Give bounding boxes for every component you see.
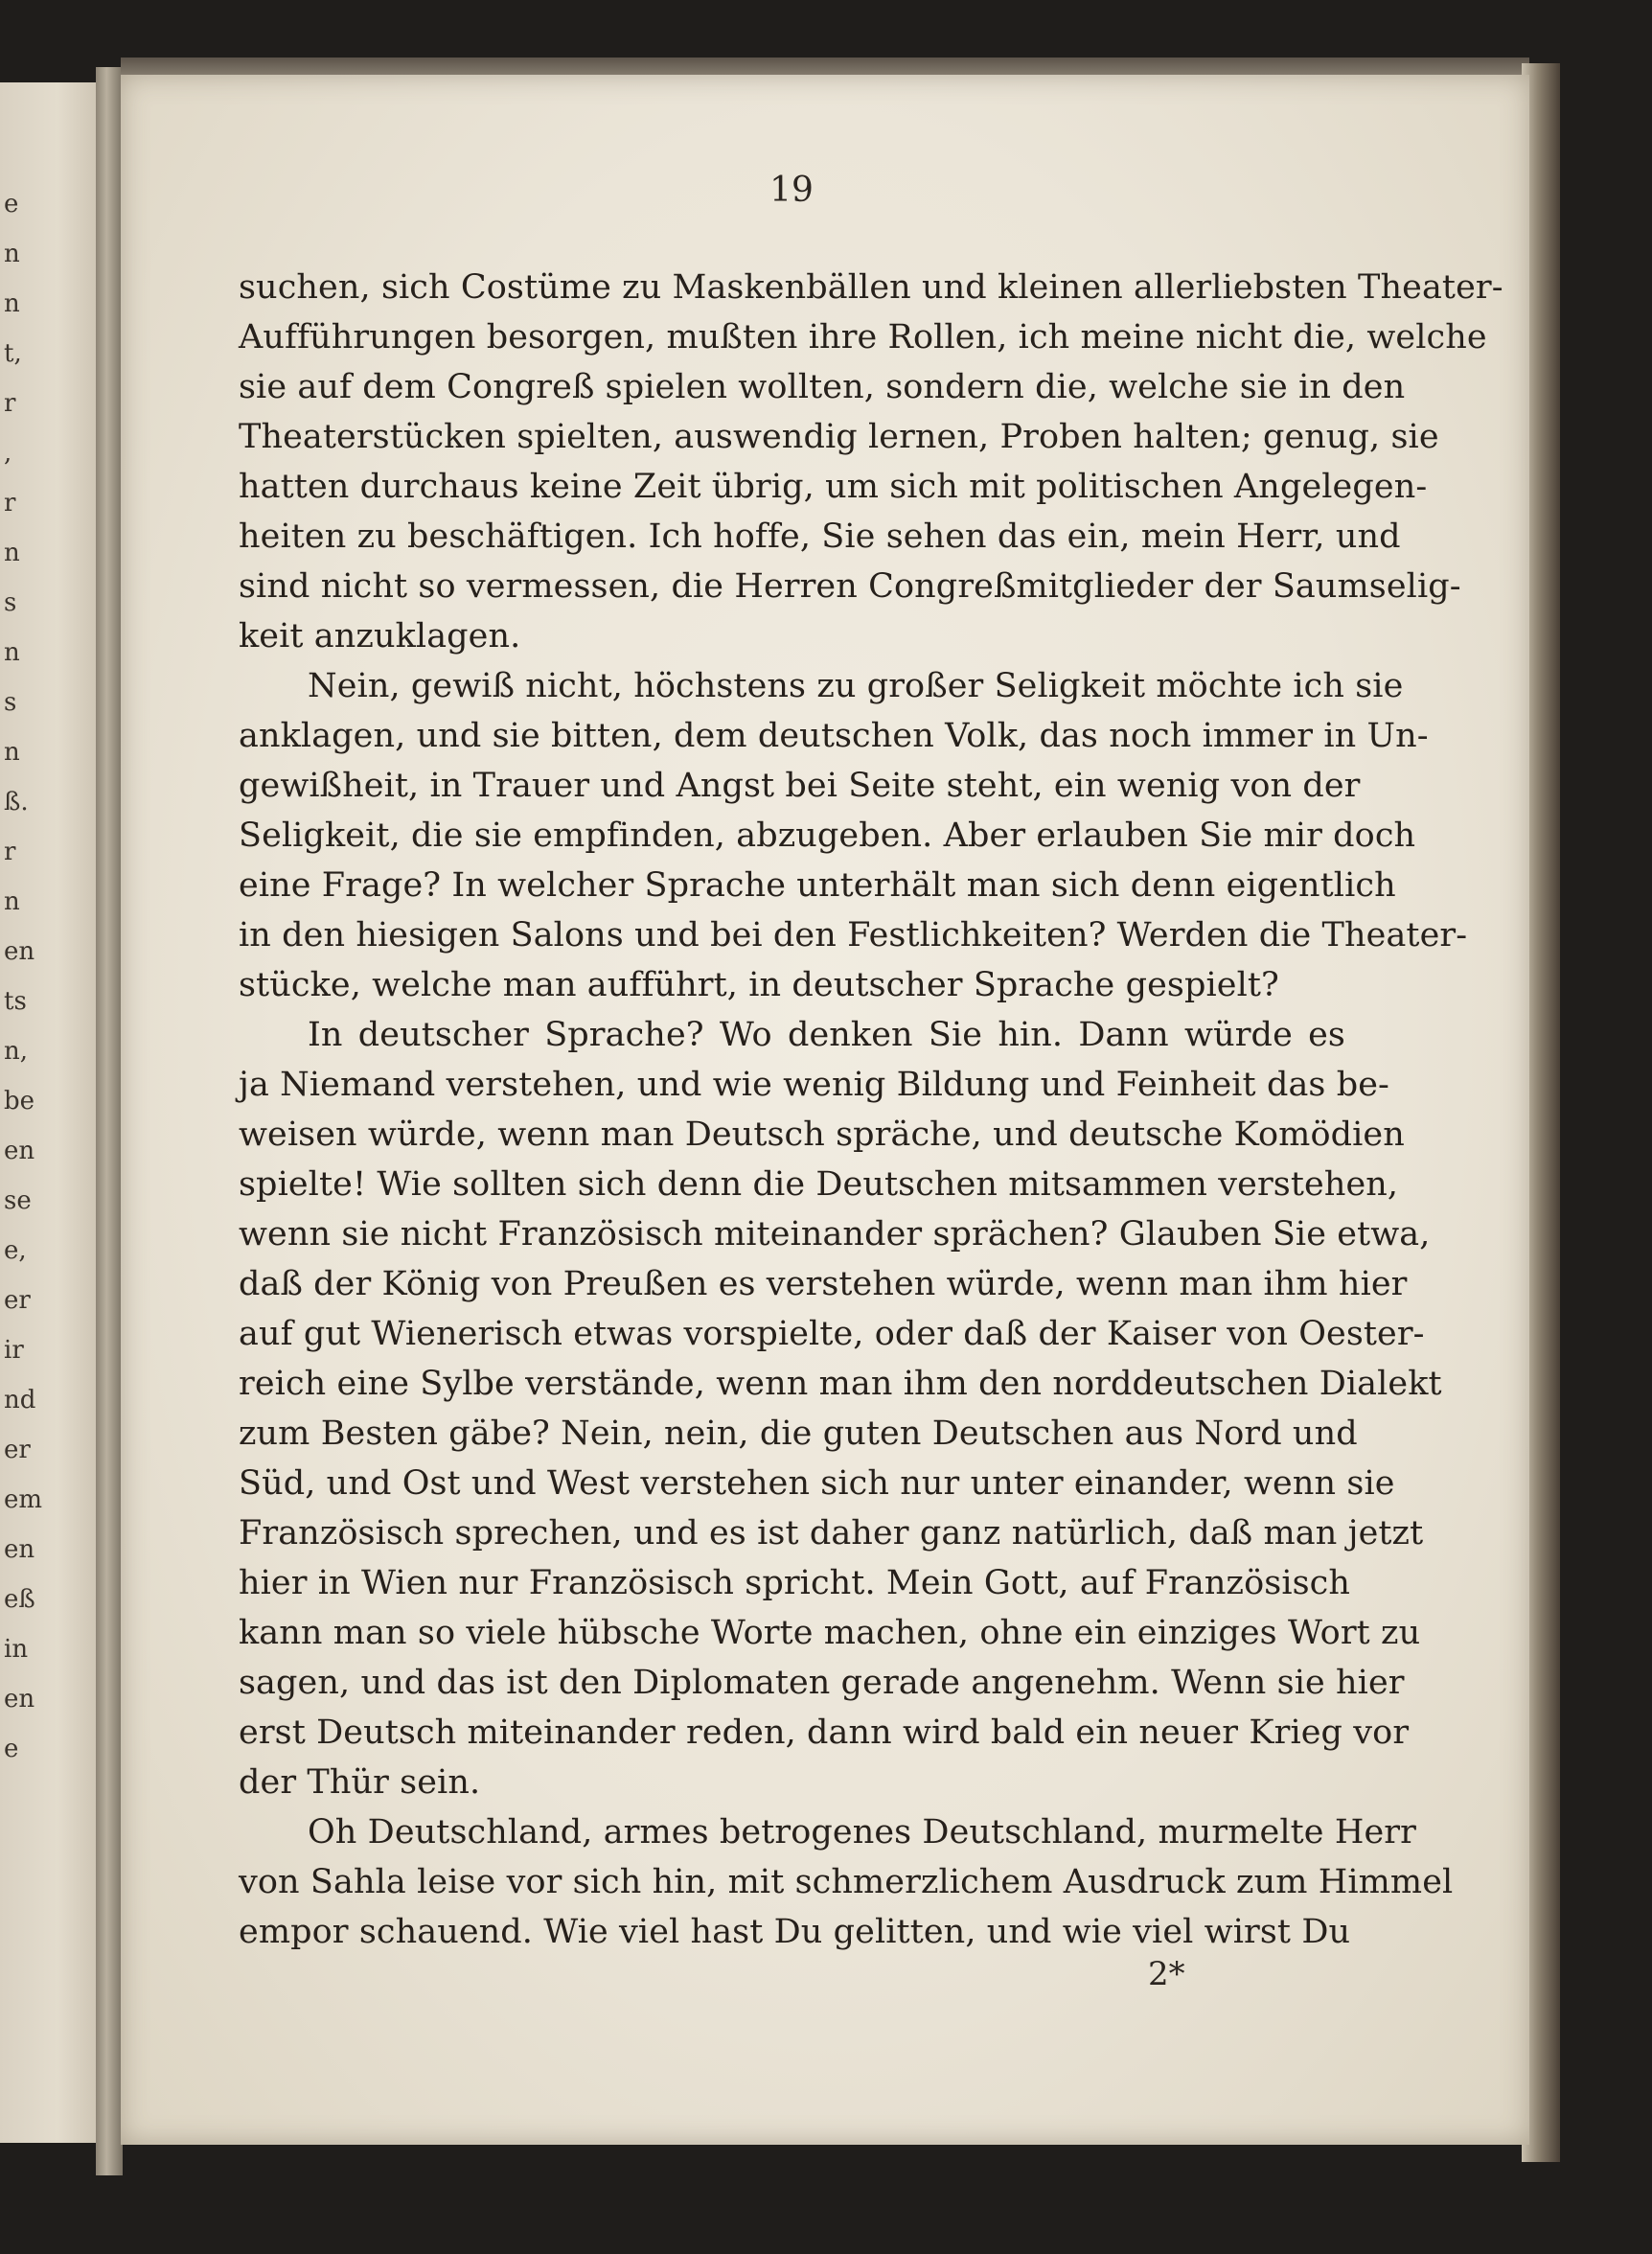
text-line: suchen, sich Costüme zu Maskenbällen und kleinen allerliebsten Theater- xyxy=(239,268,1503,307)
previous-page-fragment: r xyxy=(4,389,16,418)
text-line: sagen, und das ist den Diplomaten gerade angenehm. Wenn sie hier xyxy=(239,1664,1405,1702)
previous-page-fragment: en xyxy=(4,1685,35,1714)
previous-page-fragment: n xyxy=(4,638,20,667)
previous-page-fragment: n xyxy=(4,887,20,916)
text-line: Seligkeit, die sie empfinden, abzugeben. Aber erlauben Sie mir doch xyxy=(239,816,1416,855)
text-line: auf gut Wienerisch etwas vorspielte, oder daß der Kaiser von Oester- xyxy=(239,1315,1425,1353)
text-line: wenn sie nicht Französisch miteinander sprächen? Glauben Sie etwa, xyxy=(239,1215,1431,1254)
previous-page-fragment: se xyxy=(4,1186,32,1215)
previous-page-fragment: in xyxy=(4,1635,29,1664)
previous-page-fragment: er xyxy=(4,1286,31,1315)
text-line: reich eine Sylbe verstände, wenn man ihm den norddeutschen Dialekt xyxy=(239,1365,1442,1403)
previous-page-fragment: ir xyxy=(4,1336,24,1365)
text-line: hatten durchaus keine Zeit übrig, um sich mit politischen Angelegen- xyxy=(239,468,1428,506)
previous-page-fragment: n xyxy=(4,289,20,318)
text-line: empor schauend. Wie viel hast Du gelitten, und wie viel wirst Du xyxy=(239,1913,1351,1951)
previous-page-fragment: nd xyxy=(4,1386,36,1414)
previous-page-fragment: n xyxy=(4,738,20,767)
text-line: von Sahla leise vor sich hin, mit schmerzlichem Ausdruck zum Himmel xyxy=(239,1863,1454,1901)
text-line: spielte! Wie sollten sich denn die Deutschen mitsammen verstehen, xyxy=(239,1165,1399,1204)
previous-page-fragment: eß xyxy=(4,1585,35,1614)
text-line: keit anzuklagen. xyxy=(239,617,521,656)
previous-page-fragment: t, xyxy=(4,339,22,368)
previous-page-fragment: en xyxy=(4,1137,35,1165)
text-line: daß der König von Preußen es verstehen würde, wenn man ihm hier xyxy=(239,1265,1408,1303)
previous-page-fragment: em xyxy=(4,1485,43,1514)
text-line: Französisch sprechen, und es ist daher ganz natürlich, daß man jetzt xyxy=(239,1514,1424,1552)
previous-page-fragment: en xyxy=(4,937,35,966)
text-line: gewißheit, in Trauer und Angst bei Seite steht, ein wenig von der xyxy=(239,767,1361,805)
signature-mark: 2* xyxy=(1148,1955,1185,1993)
page-number: 19 xyxy=(769,171,814,210)
previous-page-fragment: ts xyxy=(4,987,27,1016)
previous-page-fragment: , xyxy=(4,439,12,468)
text-line: heiten zu beschäftigen. Ich hoffe, Sie sehen das ein, mein Herr, und xyxy=(239,518,1401,556)
previous-page-fragment: r xyxy=(4,838,16,866)
previous-page-fragment: n xyxy=(4,240,20,268)
previous-page-fragment: e xyxy=(4,1735,19,1763)
text-line: Aufführungen besorgen, mußten ihre Rollen, ich meine nicht die, welche xyxy=(239,318,1487,356)
text-line: in den hiesigen Salons und bei den Festlichkeiten? Werden die Theater- xyxy=(239,916,1468,954)
text-line: der Thür sein. xyxy=(239,1763,481,1802)
text-line: In deutscher Sprache? Wo denken Sie hin. Dann würde es xyxy=(308,1016,1345,1054)
previous-page-fragment: s xyxy=(4,588,17,617)
text-line: zum Besten gäbe? Nein, nein, die guten Deutschen aus Nord und xyxy=(239,1414,1358,1453)
previous-page-fragment: be xyxy=(4,1087,35,1116)
text-line: kann man so viele hübsche Worte machen, ohne ein einziges Wort zu xyxy=(239,1614,1421,1652)
previous-page-fragment: s xyxy=(4,688,17,717)
body-text xyxy=(239,263,1503,1957)
text-line: eine Frage? In welcher Sprache unterhält man sich denn eigentlich xyxy=(239,866,1396,905)
previous-page-edge xyxy=(0,82,96,2143)
text-line: Theaterstücken spielten, auswendig lernen, Proben halten; genug, sie xyxy=(239,418,1439,456)
text-line: ja Niemand verstehen, und wie wenig Bildung und Feinheit das be- xyxy=(239,1066,1389,1104)
book-gutter xyxy=(96,67,123,2175)
previous-page-fragment: n, xyxy=(4,1037,29,1066)
previous-page-fragment: n xyxy=(4,539,20,567)
previous-page-fragment: ß. xyxy=(4,788,29,816)
text-line: stücke, welche man aufführt, in deutscher Sprache gespielt? xyxy=(239,966,1279,1004)
text-line: Süd, und Ost und West verstehen sich nur unter einander, wenn sie xyxy=(239,1464,1395,1503)
text-line: sie auf dem Congreß spielen wollten, sondern die, welche sie in den xyxy=(239,368,1406,406)
previous-page-fragment: er xyxy=(4,1436,31,1464)
previous-page-fragment: en xyxy=(4,1535,35,1564)
previous-page-fragment: r xyxy=(4,489,16,518)
text-line: Nein, gewiß nicht, höchstens zu großer Seligkeit möchte ich sie xyxy=(308,667,1404,705)
text-line: weisen würde, wenn man Deutsch spräche, und deutsche Komödien xyxy=(239,1116,1405,1154)
text-line: erst Deutsch miteinander reden, dann wird bald ein neuer Krieg vor xyxy=(239,1714,1410,1752)
text-line: anklagen, und sie bitten, dem deutschen Volk, das noch immer in Un- xyxy=(239,717,1429,755)
text-line: Oh Deutschland, armes betrogenes Deutschland, murmelte Herr xyxy=(308,1813,1416,1852)
text-line: hier in Wien nur Französisch spricht. Mein Gott, auf Französisch xyxy=(239,1564,1351,1602)
text-line: sind nicht so vermessen, die Herren Congreßmitglieder der Saumselig- xyxy=(239,567,1461,606)
previous-page-fragment: e xyxy=(4,190,19,218)
previous-page-fragment: e, xyxy=(4,1236,27,1265)
